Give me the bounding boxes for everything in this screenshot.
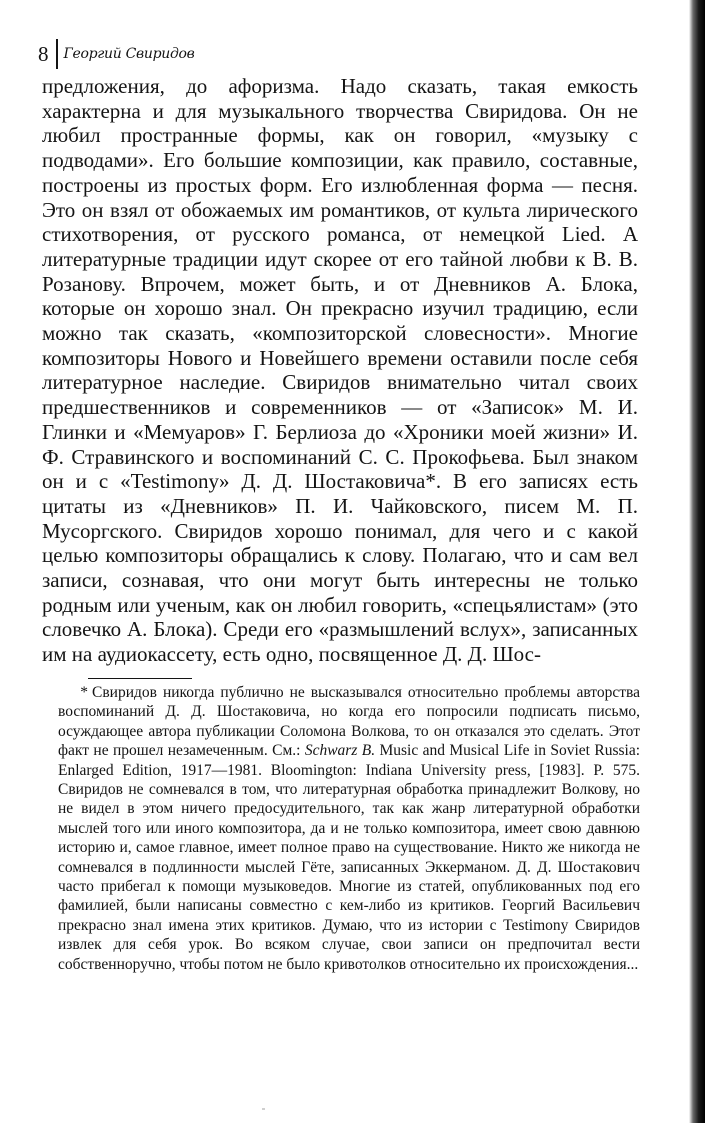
header-divider — [56, 39, 58, 69]
scan-mark — [262, 1108, 265, 1110]
footnote — [58, 683, 640, 974]
footnote-divider — [88, 678, 192, 679]
page-number: 8 — [38, 41, 49, 66]
running-head: Георгий Свиридов — [63, 46, 195, 62]
footnote-author: Schwarz B. — [304, 742, 376, 760]
footnote-marker: * — [80, 684, 88, 701]
body-text: предложения, до афоризма. Надо сказать, такая емкость характерна и для музыкального творчества Свиридова. Он не любил пространные формы, как он говорил, «музыку с подводами». Его большие композиции, как правило, составные, построены из простых форм. Его излюбленная форма — песня. Это он взял от обожаемых им романтиков, от культа лирического стихотворения, от русского романса, от немецкой Lied. А литературные традиции идут скорее от его тайной любви к В. В. Розанову. Впрочем, может быть, и от Дневников А. Блока, которые он хорошо знал. Он прекрасно изучил традицию, если можно так сказать, «композиторской словесности». Многие композиторы Нового и Новейшего времени оставили после себя литературное наследие. Свиридов внимательно читал своих предшественников и современников — от «Записок» М. И. Глинки и «Мемуаров» Г. Берлиоза до «Хроники моей жизни» И. Ф. Стравинского и воспоминаний С. С. Прокофьева. Был знаком он и с «Testimony» Д. Д. Шостаковича*. В его записях есть цитаты из «Дневников» П. И. Чайковского, писем М. П. Мусоргского. Свиридов хорошо понимал, для чего и с какой целью композиторы обращались к слову. Полагаю, что и сам вел записи, сознавая, что они могут быть интересны не только родным или ученым, как он любил говорить, «спецьялистам» (это словечко А. Блока). Среди его «размышлений вслух», записанных им на аудиокассету, есть одно, посвященное Д. Д. Шос- — [42, 74, 638, 667]
page-header — [38, 37, 195, 71]
page-edge-shadow — [689, 0, 705, 1123]
footnote-text-after: Music and Musical Life in Soviet Russia: Enlarged Edition, 1917—1981. Bloomington: Indiana University press, [1983]. P. 575. Свиридов не сомневался в том, что литературная обработка принадлежит Волкову, но не видел в этом ничего предосудительного, так как жанр литературной обработки мыслей того или иного композитора, да и не только композитора, имеет свою давнюю историю и, самое главное, имеет полное право на существование. Никто же никогда не сомневался в подлинности мыслей Гёте, записанных Эккерманом. Д. Д. Шостакович часто прибегал к помощи музыковедов. Многие из статей, опубликованных под его фамилией, были написаны совместно с кем-либо из критиков. Георгий Васильевич прекрасно знал имена этих критиков. Думаю, что из истории с Testimony Свиридов извлек для себя урок. Во всяком случае, свои записи он предпочитал вести собственноручно, чтобы потом не было кривотолков относительно их происхождения... — [58, 742, 641, 973]
footnote-text-before: Свиридов никогда публично не высказывался относительно проблемы авторства воспоминаний Д. Д. Шостаковича, но когда его попросили подписать письмо, осуждающее автора публикации Соломона Волкова, то он отказался это сделать. Этот факт не прошел незамеченным. См.: — [58, 684, 640, 760]
